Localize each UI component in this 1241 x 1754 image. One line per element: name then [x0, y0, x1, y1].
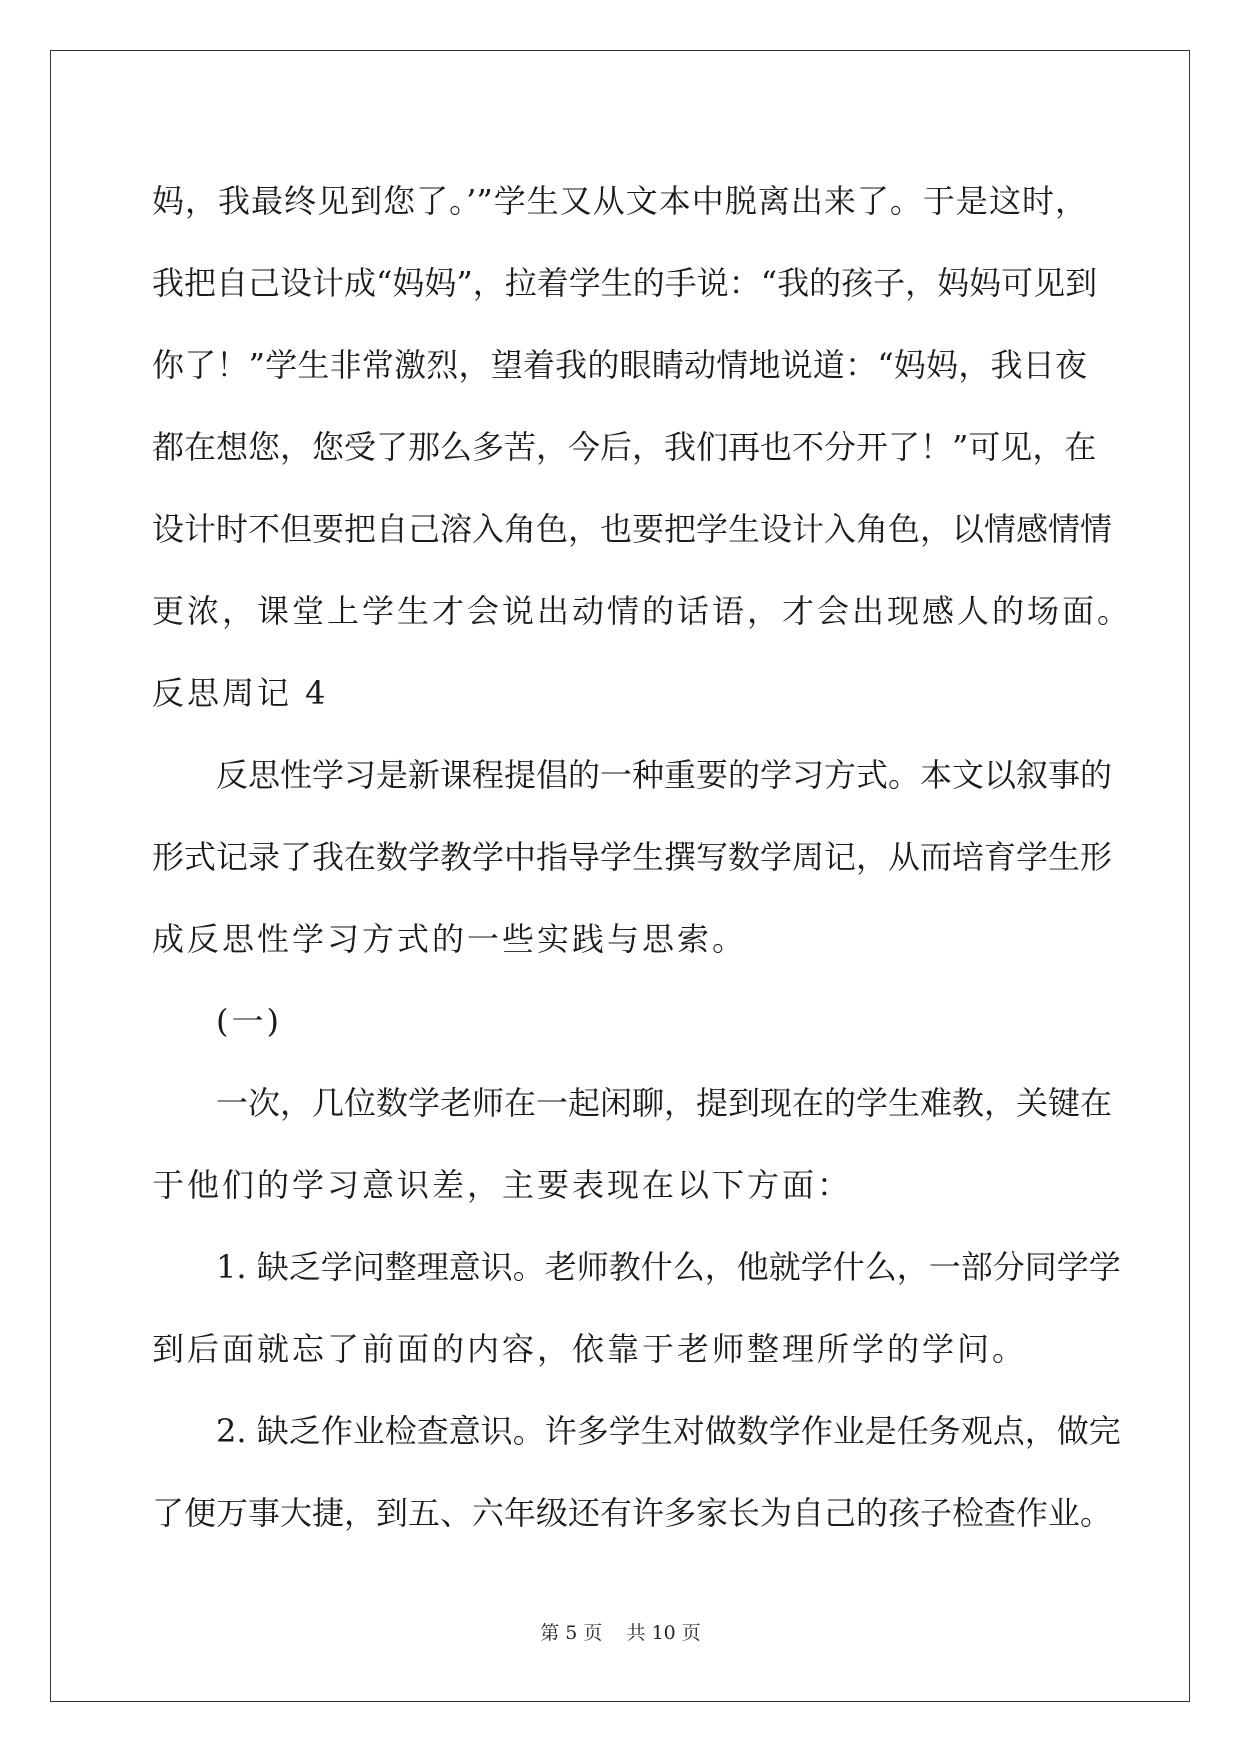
list-item-line: 2. 缺乏作业检查意识。许多学生对做数学作业是任务观点，做完: [216, 1412, 1121, 1450]
paragraph-line: 成反思性学习方式的一些实践与思索。: [152, 920, 748, 958]
paragraph-line: 一次，几位数学老师在一起闲聊，提到现在的学生难教，关键在: [216, 1084, 1113, 1122]
paragraph-line: 反思性学习是新课程提倡的一种重要的学习方式。本文以叙事的: [216, 756, 1113, 794]
subsection-marker: (一): [216, 1002, 282, 1040]
list-item-line: 1. 缺乏学问整理意识。老师教什么，他就学什么，一部分同学学: [216, 1248, 1121, 1286]
paragraph-line: 都在想您，您受了那么多苦，今后，我们再也不分开了！”可见，在: [152, 428, 1097, 466]
section-heading: 反思周记 4: [152, 674, 329, 712]
paragraph-line: 更浓，课堂上学生才会说出动情的话语，才会出现感人的场面。: [152, 592, 1133, 630]
paragraph-line: 形式记录了我在数学教学中指导学生撰写数学周记，从而培育学生形: [152, 838, 1113, 876]
document-body: [152, 160, 1133, 1554]
paragraph-line: 我把自己设计成“妈妈”，拉着学生的手说：“我的孩子，妈妈可见到: [152, 264, 1098, 302]
paragraph-line: 你了！”学生非常激烈，望着我的眼睛动情地说道：“妈妈，我日夜: [152, 346, 1087, 384]
paragraph-line: 于他们的学习意识差，主要表现在以下方面：: [152, 1166, 853, 1204]
paragraph-line: 设计时不但要把自己溶入角色，也要把学生设计入角色，以情感情情: [152, 510, 1113, 548]
paragraph-line: 妈，我最终见到您了。’”学生又从文本中脱离出来了。于是这时，: [152, 182, 1087, 220]
list-item-line: 到后面就忘了前面的内容，依靠于老师整理所学的学问。: [152, 1330, 1028, 1368]
page-number-footer: 第 5 页 共 10 页: [540, 1622, 701, 1644]
list-item-line: 了便万事大捷，到五、六年级还有许多家长为自己的孩子检查作业。: [152, 1494, 1113, 1532]
